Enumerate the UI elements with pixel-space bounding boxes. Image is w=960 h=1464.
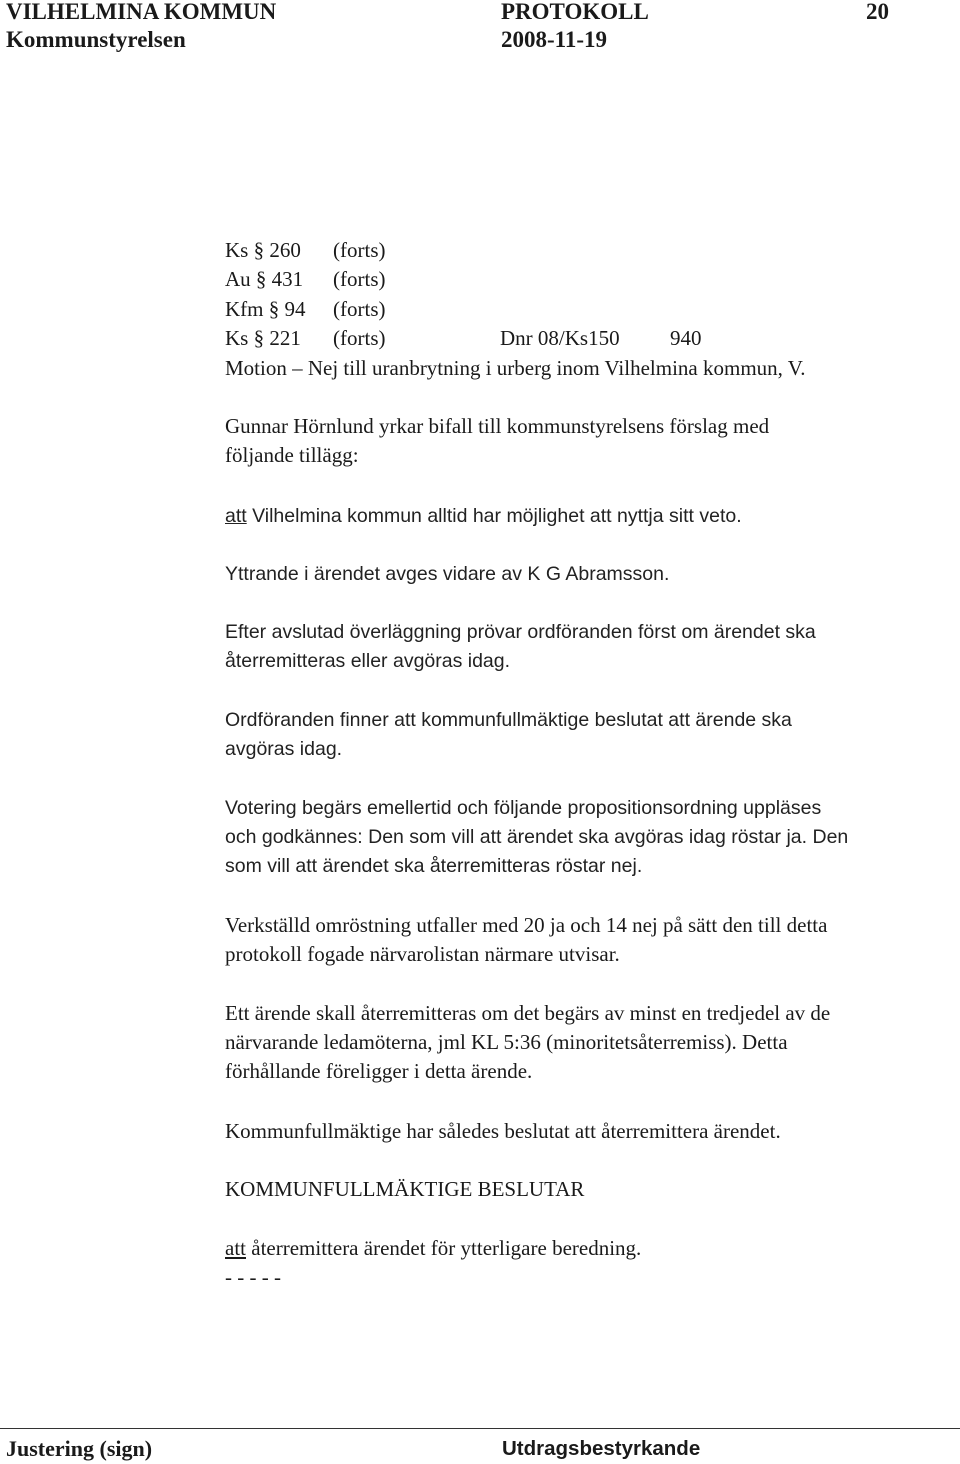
paragraph-proposal bbox=[225, 412, 960, 470]
ref-code: Ks § 260 bbox=[225, 238, 301, 262]
text-line: följande tillägg: bbox=[225, 443, 359, 467]
paragraph-deliberation bbox=[225, 618, 960, 676]
page-number: 20 bbox=[866, 0, 889, 24]
ref-code: Kfm § 94 bbox=[225, 297, 306, 321]
body-name: Kommunstyrelsen bbox=[6, 27, 186, 52]
ref-line bbox=[225, 265, 385, 293]
text-line: förhållande föreligger i detta ärende. bbox=[225, 1059, 533, 1083]
case-title: Motion – Nej till uranbrytning i urberg inom Vilhelmina kommun, V. bbox=[225, 356, 806, 380]
ref-note: (forts) bbox=[333, 238, 386, 262]
ref-note: (forts) bbox=[333, 267, 386, 291]
addition-text: Vilhelmina kommun alltid har möjlighet att nyttja sitt veto. bbox=[246, 505, 742, 527]
decision-body: återremittera ärendet för ytterligare beredning. bbox=[246, 1236, 642, 1260]
text-line: Votering begärs emellertid och följande propositionsordning uppläses bbox=[225, 797, 822, 819]
text-line: återremitteras eller avgöras idag. bbox=[225, 650, 511, 672]
decision-text bbox=[225, 1234, 960, 1263]
text-line: Ett ärende skall återremitteras om det begärs av minst en tredjedel av de bbox=[225, 1001, 831, 1025]
att-marker: att bbox=[225, 505, 247, 527]
diary-number: Dnr 08/Ks150 bbox=[500, 326, 620, 350]
case-number: 940 bbox=[670, 326, 702, 350]
footer-divider bbox=[0, 1428, 960, 1429]
ref-code: Au § 431 bbox=[225, 267, 304, 291]
end-mark: - - - - - bbox=[225, 1265, 281, 1289]
decision-heading: KOMMUNFULLMÄKTIGE BESLUTAR bbox=[225, 1177, 585, 1201]
paragraph-rule bbox=[225, 999, 960, 1086]
org-name: VILHELMINA KOMMUN bbox=[6, 0, 277, 24]
extract-certification-label: Utdragsbestyrkande bbox=[502, 1437, 701, 1460]
text-line: Ordföranden finner att kommunfullmäktige beslutat att ärende ska bbox=[225, 709, 792, 731]
signature-label: Justering (sign) bbox=[6, 1436, 153, 1461]
text-line: Efter avslutad överläggning prövar ordföranden först om ärendet ska bbox=[225, 621, 816, 643]
text-line: och godkännes: Den som vill att ärendet ska avgöras idag röstar ja. Den bbox=[225, 826, 849, 848]
paragraph-conclusion: Kommunfullmäktige har således beslutat att återremittera ärendet. bbox=[225, 1119, 781, 1143]
att-marker: att bbox=[225, 1236, 246, 1260]
meeting-date: 2008-11-19 bbox=[501, 27, 608, 52]
paragraph-chair-finding bbox=[225, 706, 960, 764]
paragraph-addition bbox=[225, 502, 960, 531]
paragraph-vote-result bbox=[225, 911, 960, 969]
ref-note: (forts) bbox=[333, 326, 386, 350]
text-line: Gunnar Hörnlund yrkar bifall till kommunstyrelsens förslag med bbox=[225, 414, 770, 438]
ref-code: Ks § 221 bbox=[225, 326, 301, 350]
paragraph-statement: Yttrande i ärendet avges vidare av K G Abramsson. bbox=[225, 563, 670, 585]
text-line: protokoll fogade närvarolistan närmare utvisar. bbox=[225, 942, 620, 966]
ref-line bbox=[225, 236, 385, 264]
text-line: som vill att ärendet ska återremitteras röstar nej. bbox=[225, 855, 643, 877]
text-line: avgöras idag. bbox=[225, 738, 343, 760]
text-line: närvarande ledamöterna, jml KL 5:36 (minoritetsåterremiss). Detta bbox=[225, 1030, 788, 1054]
paragraph-vote-order bbox=[225, 794, 960, 881]
ref-line bbox=[225, 324, 702, 352]
ref-note: (forts) bbox=[333, 297, 386, 321]
ref-line bbox=[225, 295, 385, 323]
text-line: Verkställd omröstning utfaller med 20 ja och 14 nej på sätt den till detta bbox=[225, 913, 828, 937]
doc-type: PROTOKOLL bbox=[501, 0, 649, 24]
